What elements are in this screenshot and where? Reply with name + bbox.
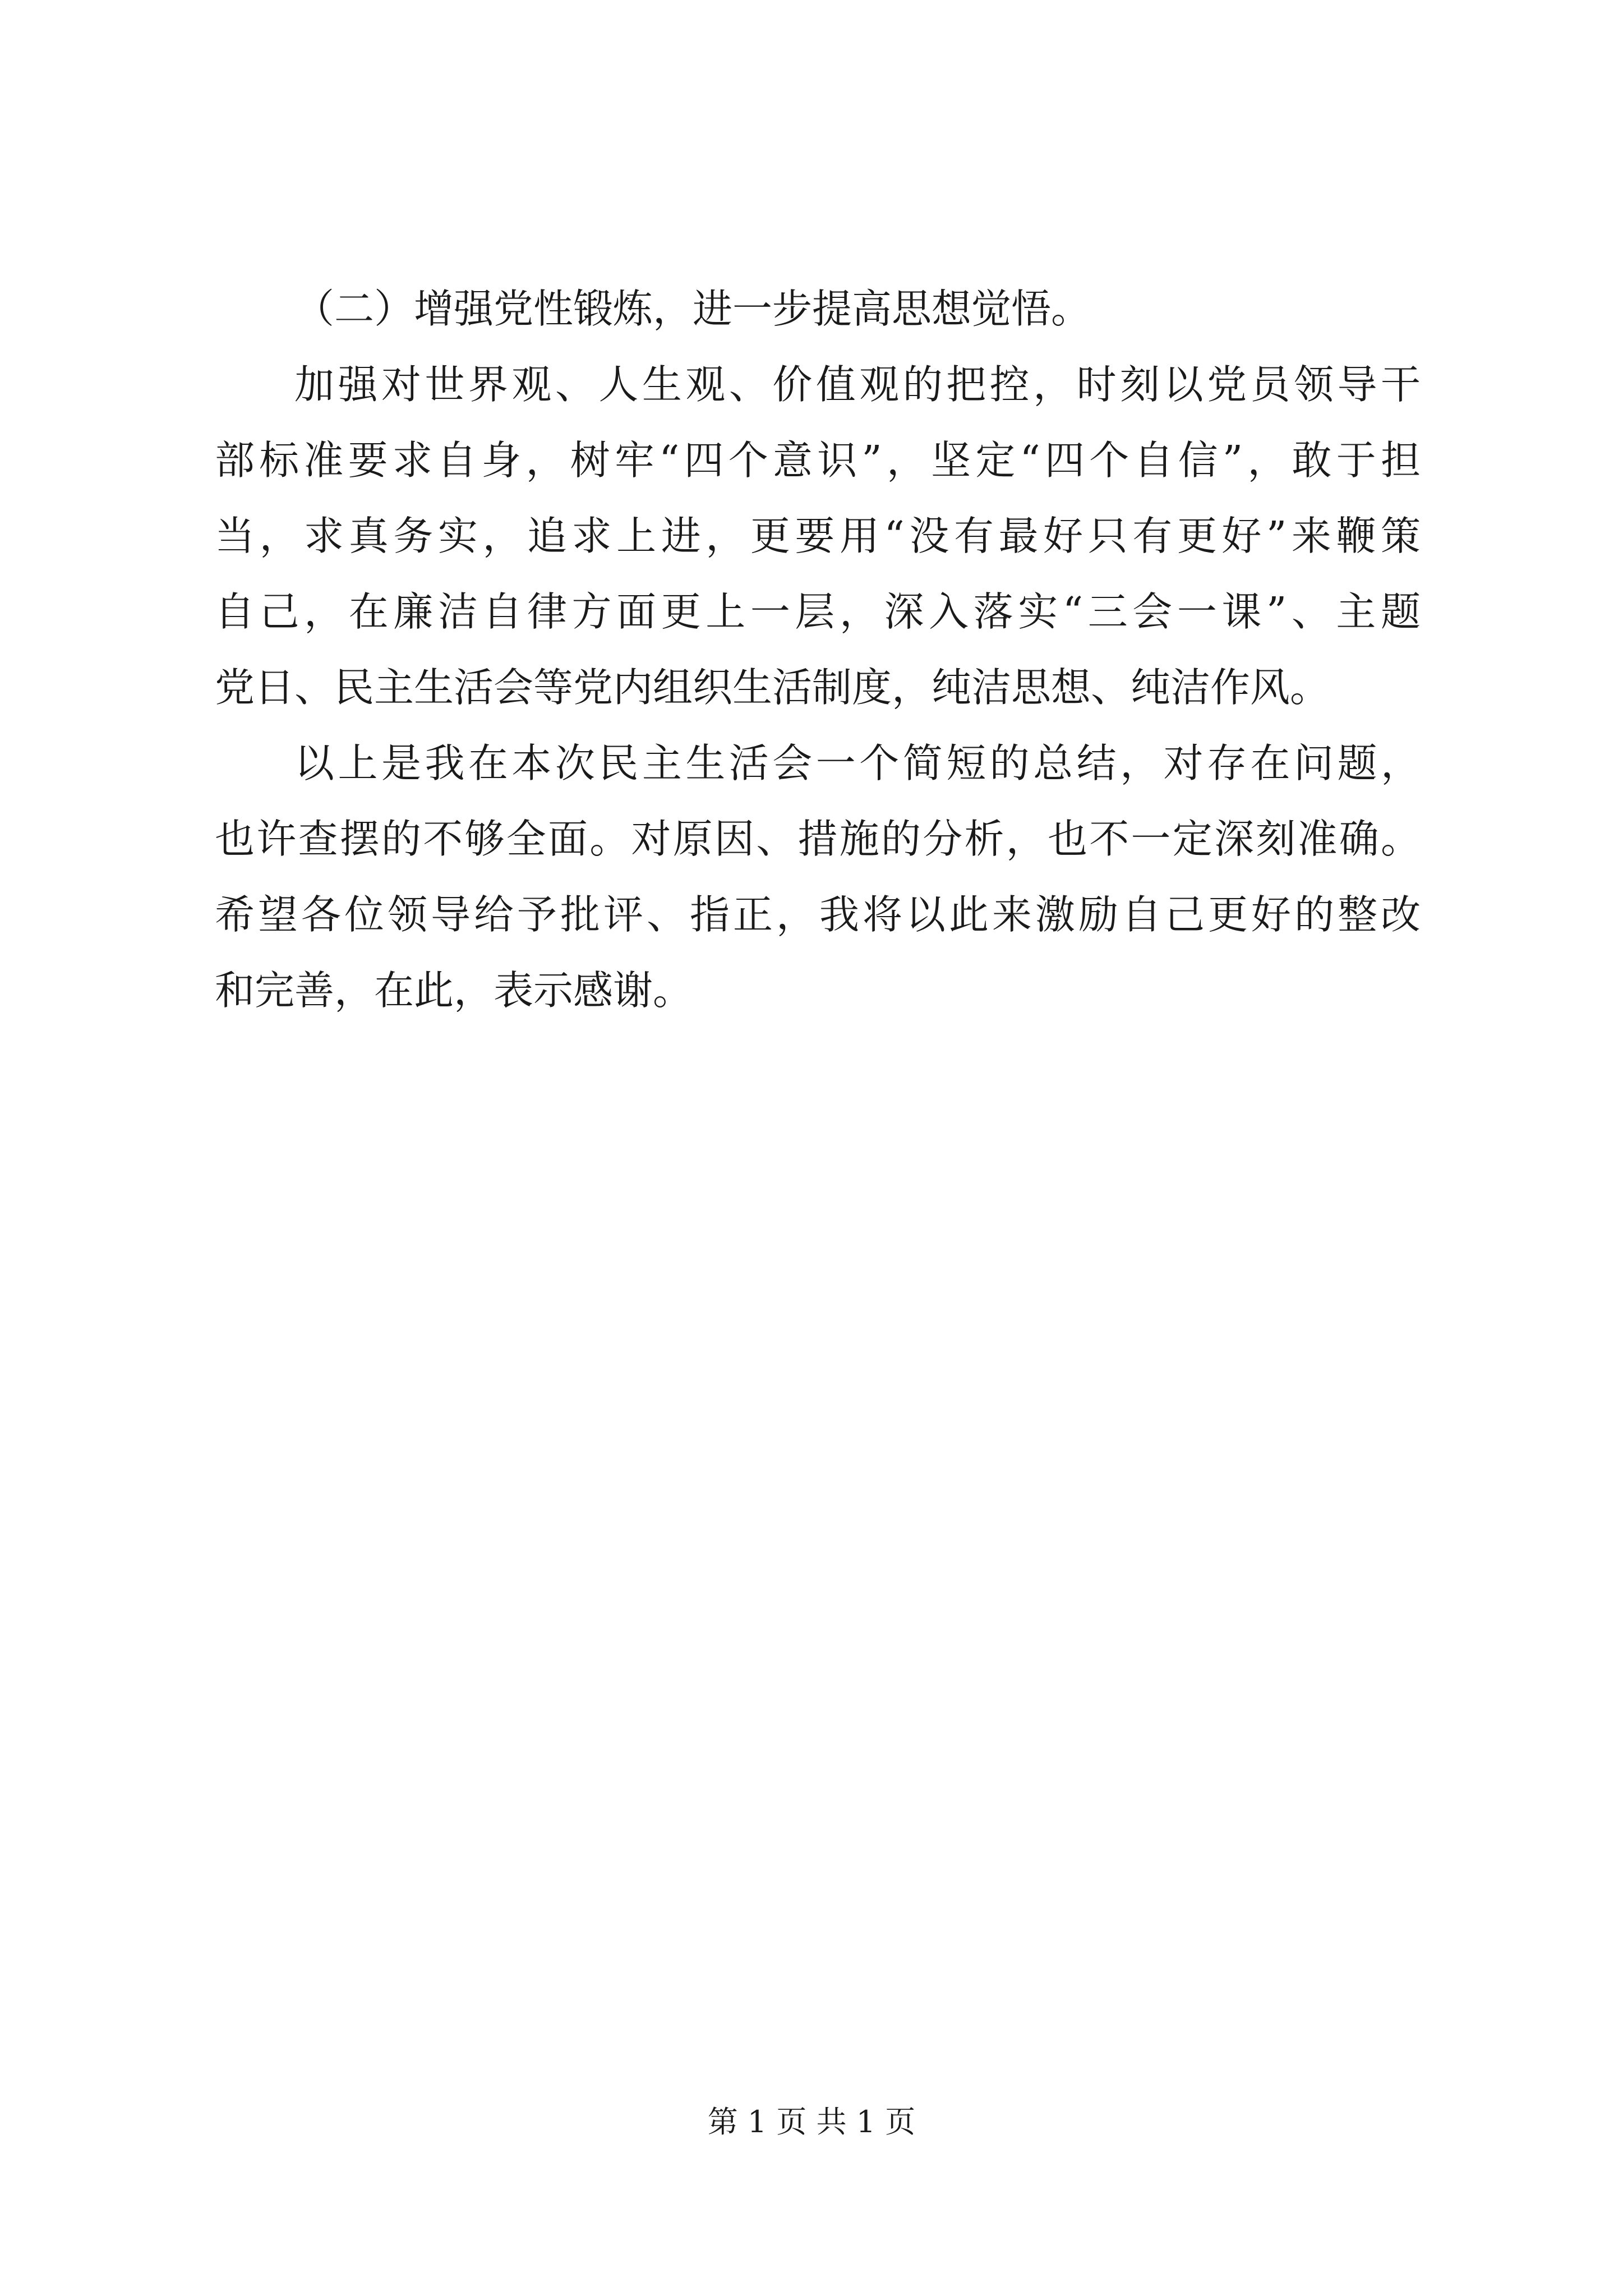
section-heading: （二）增强党性锻炼，进一步提高思想觉悟。 (294, 286, 1091, 332)
paragraph-line: 也许查摆的不够全面。对原因、措施的分析，也不一定深刻准确。 (215, 816, 1421, 862)
paragraph-line: 部标准要求自身，树牢“四个意识”，坚定“四个自信”，敢于担 (215, 437, 1421, 484)
paragraph-line: 以上是我在本次民主生活会一个简短的总结，对存在问题， (294, 740, 1421, 786)
paragraph-line: 党日、民主生活会等党内组织生活制度，纯洁思想、纯洁作风。 (215, 664, 1330, 711)
paragraph-line: 加强对世界观、人生观、价值观的把控，时刻以党员领导干 (294, 361, 1421, 408)
page-number-footer: 第 1 页 共 1 页 (707, 2104, 916, 2139)
paragraph-line: 自己，在廉洁自律方面更上一层，深入落实“三会一课”、主题 (215, 588, 1421, 635)
paragraph-line: 希望各位领导给予批评、指正，我将以此来激励自己更好的整改 (215, 891, 1421, 938)
paragraph-line: 当，求真务实，追求上进，更要用“没有最好只有更好”来鞭策 (215, 513, 1421, 559)
document-body (215, 271, 1421, 1028)
paragraph-line: 和完善，在此，表示感谢。 (215, 967, 693, 1014)
